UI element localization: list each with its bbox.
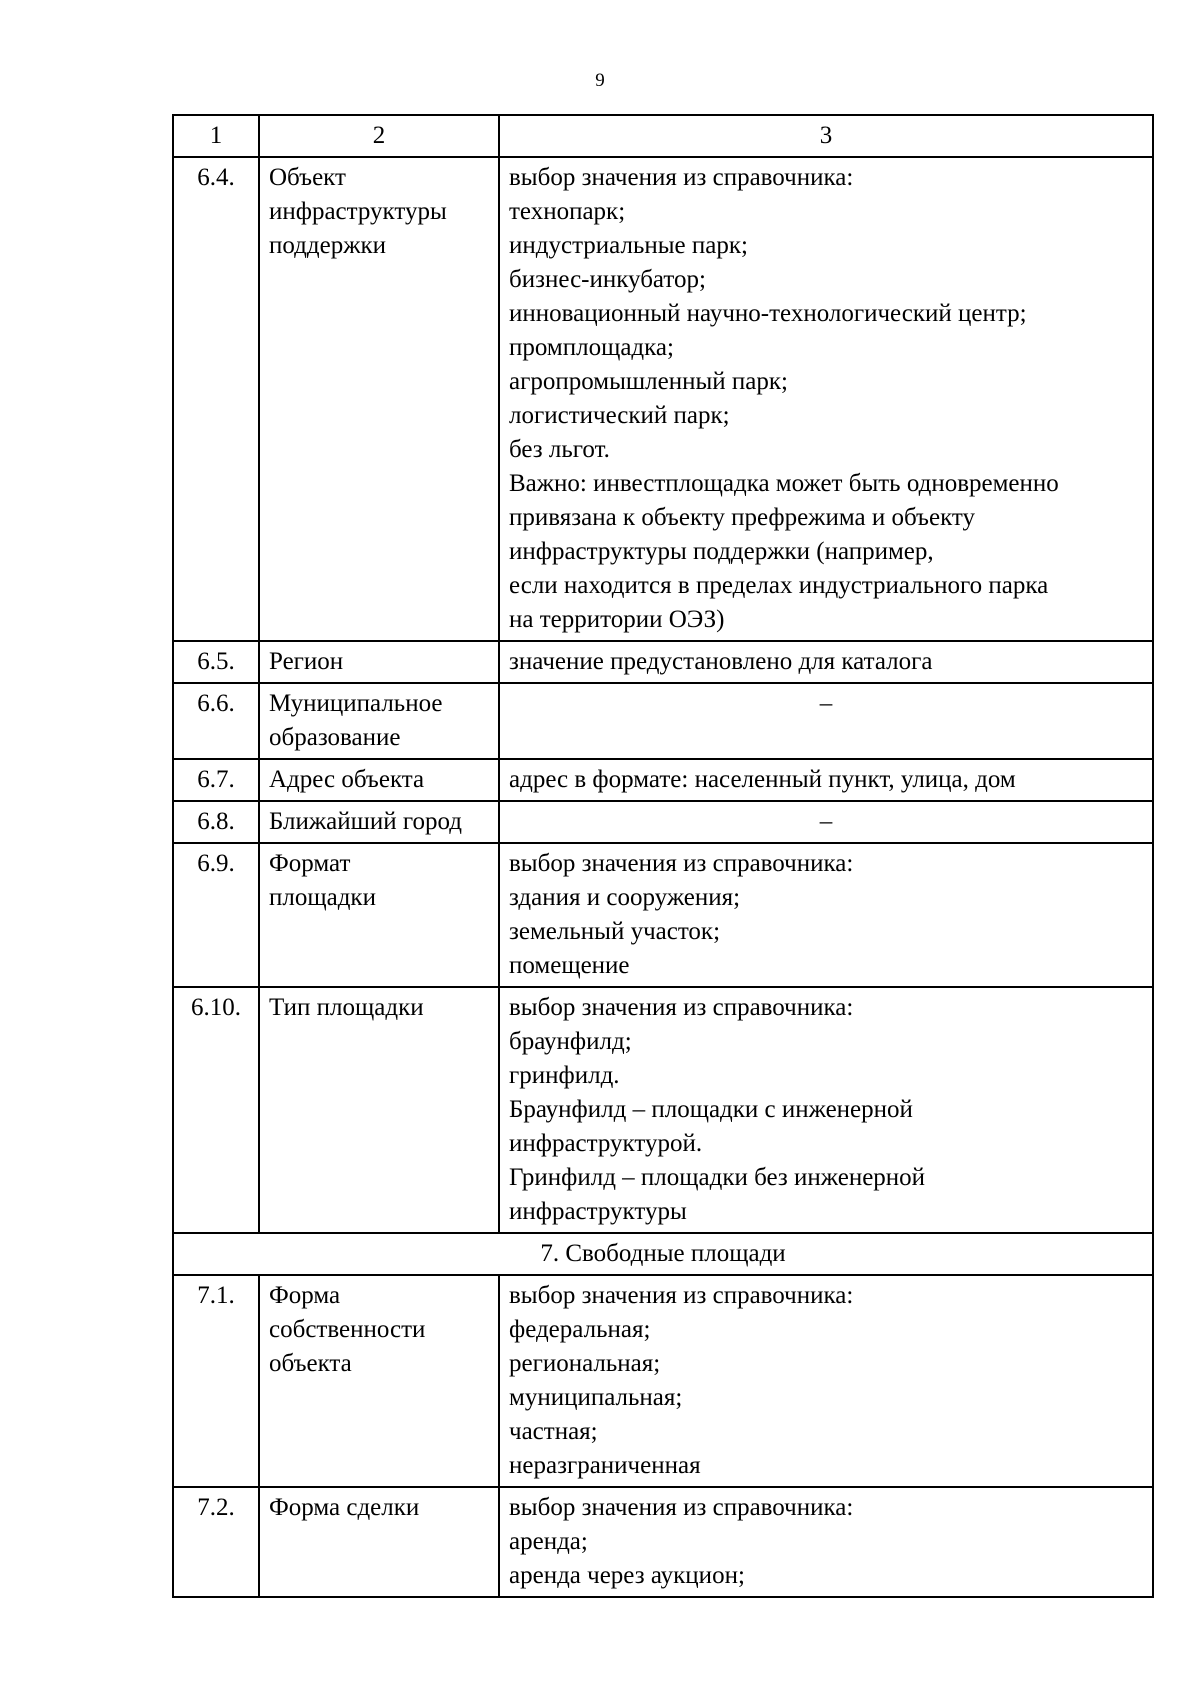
field-description-line: – bbox=[819, 690, 833, 717]
table-row bbox=[173, 683, 1153, 759]
field-name-line: Объект bbox=[269, 164, 346, 191]
field-description-line: технопарк; bbox=[509, 198, 626, 225]
page-number: 9 bbox=[595, 70, 605, 91]
table-row bbox=[173, 157, 1153, 641]
field-description-line: региональная; bbox=[509, 1350, 661, 1377]
field-description bbox=[499, 759, 1153, 801]
header-col-3: 3 bbox=[499, 115, 1153, 157]
field-description-line: инфраструктуры bbox=[509, 1198, 687, 1225]
field-description-line: без льгот. bbox=[509, 436, 610, 463]
table-row bbox=[173, 801, 1153, 843]
row-number: 6.7. bbox=[173, 759, 259, 801]
field-name-line: образование bbox=[269, 724, 401, 751]
field-description-line: гринфилд. bbox=[509, 1062, 620, 1089]
header-col-1: 1 bbox=[173, 115, 259, 157]
section-title: 7. Свободные площади bbox=[173, 1233, 1153, 1275]
field-description-line: выбор значения из справочника: bbox=[509, 164, 854, 191]
field-name-line: инфраструктуры bbox=[269, 198, 447, 225]
table-body bbox=[173, 115, 1153, 1597]
field-description bbox=[499, 1275, 1153, 1487]
field-description-line: муниципальная; bbox=[509, 1384, 683, 1411]
field-description bbox=[499, 987, 1153, 1233]
field-description-line: привязана к объекту префрежима и объекту bbox=[509, 504, 975, 531]
field-description-line: индустриальные парк; bbox=[509, 232, 748, 259]
field-description-line: – bbox=[819, 808, 833, 835]
field-name-line: собственности bbox=[269, 1316, 426, 1343]
table-row bbox=[173, 1487, 1153, 1597]
field-description-line: выбор значения из справочника: bbox=[509, 1494, 854, 1521]
field-description-line: частная; bbox=[509, 1418, 598, 1445]
field-name-line: Тип площадки bbox=[269, 994, 424, 1021]
field-description-line: бизнес-инкубатор; bbox=[509, 266, 706, 293]
field-name bbox=[259, 641, 499, 683]
field-description-line: неразграниченная bbox=[509, 1452, 701, 1479]
field-description-line: значение предустановлено для каталога bbox=[509, 648, 933, 675]
field-description-line: промплощадка; bbox=[509, 334, 674, 361]
field-description-line: здания и сооружения; bbox=[509, 884, 741, 911]
field-name-line: Формат bbox=[269, 850, 351, 877]
row-number: 7.2. bbox=[173, 1487, 259, 1597]
field-name bbox=[259, 843, 499, 987]
field-description-line: браунфилд; bbox=[509, 1028, 632, 1055]
row-number: 6.10. bbox=[173, 987, 259, 1233]
field-description-line: инфраструктуры поддержки (например, bbox=[509, 538, 934, 565]
field-description bbox=[499, 157, 1153, 641]
field-name-line: Форма сделки bbox=[269, 1494, 420, 1521]
field-description-line: выбор значения из справочника: bbox=[509, 1282, 854, 1309]
requirements-table bbox=[172, 114, 1154, 1598]
table-row bbox=[173, 987, 1153, 1233]
field-name-line: площадки bbox=[269, 884, 376, 911]
field-name bbox=[259, 683, 499, 759]
field-description bbox=[499, 843, 1153, 987]
field-description-line: если находится в пределах индустриального парка bbox=[509, 572, 1049, 599]
table-header-row bbox=[173, 115, 1153, 157]
field-name bbox=[259, 801, 499, 843]
field-description-line: выбор значения из справочника: bbox=[509, 994, 854, 1021]
field-description-line: агропромышленный парк; bbox=[509, 368, 788, 395]
field-description-line: Важно: инвестплощадка может быть одновременно bbox=[509, 470, 1059, 497]
table-row bbox=[173, 843, 1153, 987]
field-description-line: логистический парк; bbox=[509, 402, 730, 429]
field-name bbox=[259, 1275, 499, 1487]
row-number: 6.8. bbox=[173, 801, 259, 843]
field-name-line: Форма bbox=[269, 1282, 341, 1309]
table-row bbox=[173, 759, 1153, 801]
field-name bbox=[259, 759, 499, 801]
table-row bbox=[173, 641, 1153, 683]
field-name-line: поддержки bbox=[269, 232, 386, 259]
field-name bbox=[259, 1487, 499, 1597]
field-description-line: выбор значения из справочника: bbox=[509, 850, 854, 877]
field-name-line: Муниципальное bbox=[269, 690, 443, 717]
field-description-line: адрес в формате: населенный пункт, улица, дом bbox=[509, 766, 1016, 793]
field-description-line: аренда через аукцион; bbox=[509, 1562, 745, 1589]
field-description bbox=[499, 1487, 1153, 1597]
field-description bbox=[499, 801, 1153, 843]
row-number: 6.6. bbox=[173, 683, 259, 759]
field-description-line: аренда; bbox=[509, 1528, 588, 1555]
field-description-line: инфраструктурой. bbox=[509, 1130, 703, 1157]
field-description-line: федеральная; bbox=[509, 1316, 651, 1343]
header-col-2: 2 bbox=[259, 115, 499, 157]
field-description-line: Гринфилд – площадки без инженерной bbox=[509, 1164, 926, 1191]
field-description-line: Браунфилд – площадки с инженерной bbox=[509, 1096, 913, 1123]
field-name-line: объекта bbox=[269, 1350, 352, 1377]
field-name-line: Ближайший город bbox=[269, 808, 463, 835]
field-name bbox=[259, 987, 499, 1233]
row-number: 6.4. bbox=[173, 157, 259, 641]
section-row bbox=[173, 1233, 1153, 1275]
field-name bbox=[259, 157, 499, 641]
row-number: 6.5. bbox=[173, 641, 259, 683]
field-description-line: инновационный научно-технологический центр; bbox=[509, 300, 1027, 327]
field-description-line: земельный участок; bbox=[509, 918, 721, 945]
table-row bbox=[173, 1275, 1153, 1487]
field-description bbox=[499, 683, 1153, 759]
field-name-line: Адрес объекта bbox=[269, 766, 425, 793]
row-number: 6.9. bbox=[173, 843, 259, 987]
field-description-line: помещение bbox=[509, 952, 630, 979]
field-description-line: на территории ОЭЗ) bbox=[509, 606, 725, 633]
field-description bbox=[499, 641, 1153, 683]
field-name-line: Регион bbox=[269, 648, 344, 675]
row-number: 7.1. bbox=[173, 1275, 259, 1487]
